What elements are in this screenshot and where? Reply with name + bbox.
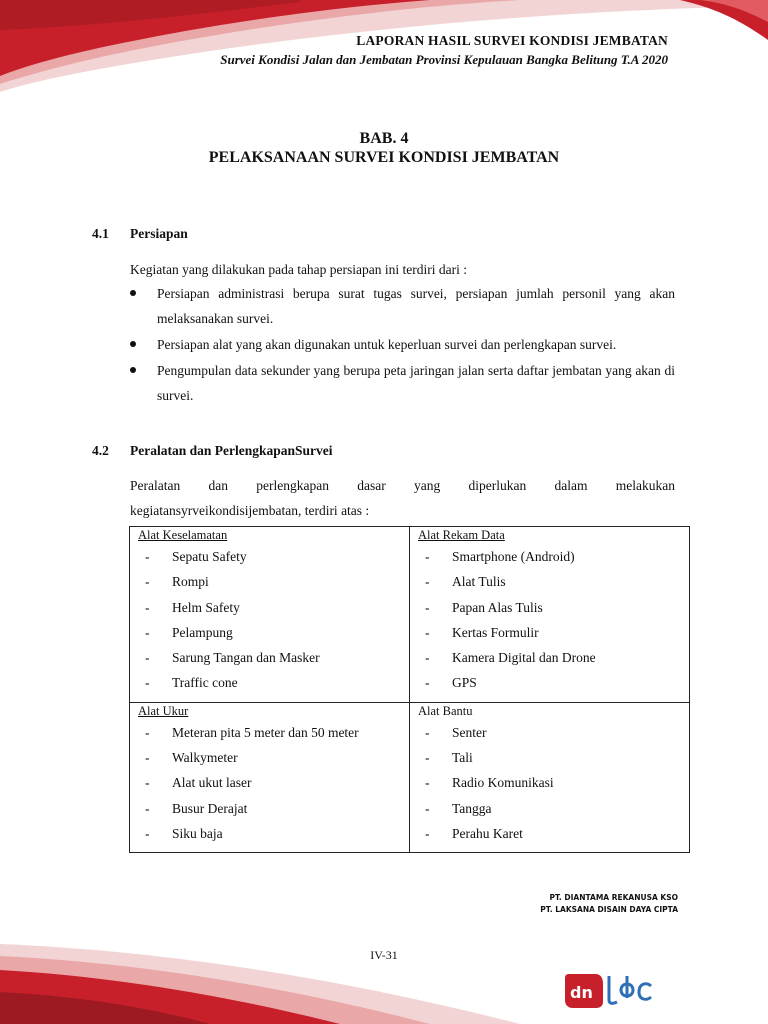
list-item <box>418 770 683 795</box>
chapter-number: BAB. 4 <box>359 130 409 147</box>
item-text: Tangga <box>452 800 492 816</box>
list-item <box>138 745 403 770</box>
item-text: Alat Tulis <box>452 574 506 590</box>
bullet-text: Pengumpulan data sekunder yang berupa peta jaringan jalan serta daftar jembatan yang akan di survei. <box>157 363 675 403</box>
list-item <box>138 645 403 670</box>
equipment-list <box>418 720 683 846</box>
preparation-bullet-list <box>130 281 675 409</box>
bullet-text: Persiapan administrasi berupa surat tugas survei, persiapan jumlah personil yang akan melaksanakan survei. <box>157 286 675 326</box>
bullet-item <box>130 358 675 408</box>
list-item <box>138 544 403 569</box>
dash-marker: - <box>145 775 150 791</box>
item-text: Papan Alas Tulis <box>452 599 543 615</box>
item-text: Alat ukut laser <box>172 775 252 791</box>
dash-marker: - <box>145 724 150 740</box>
report-header-subtitle: Survei Kondisi Jalan dan Jembatan Provinsi Kepulauan Bangka Belitung T.A 2020 <box>220 52 668 67</box>
list-item <box>138 595 403 620</box>
item-text: Siku baja <box>172 825 223 841</box>
equipment-list <box>138 720 403 846</box>
section-heading-4-1 <box>92 226 188 242</box>
item-text: Rompi <box>172 574 209 590</box>
item-text: Walkymeter <box>172 750 238 766</box>
svg-text:dn: dn <box>570 983 593 1002</box>
equipment-table <box>129 526 690 853</box>
dash-marker: - <box>425 825 430 841</box>
dash-marker: - <box>425 724 430 740</box>
dash-marker: - <box>425 675 430 691</box>
equipment-cell-recording <box>410 527 690 703</box>
item-text: Perahu Karet <box>452 825 523 841</box>
dash-marker: - <box>145 650 150 666</box>
list-item <box>138 670 403 695</box>
list-item <box>418 745 683 770</box>
cell-heading: Alat Bantu <box>418 703 473 718</box>
section-intro-paragraph: Kegiatan yang dilakukan pada tahap persiapan ini terdiri dari : <box>130 262 467 277</box>
equipment-cell-safety <box>130 527 410 703</box>
section-heading-4-2 <box>92 443 333 459</box>
chapter-title: PELAKSANAAN SURVEI KONDISI JEMBATAN <box>208 149 560 166</box>
item-text: Busur Derajat <box>172 800 248 816</box>
dash-marker: - <box>145 599 150 615</box>
dash-marker: - <box>425 549 430 564</box>
item-text: Meteran pita 5 meter dan 50 meter <box>172 724 359 740</box>
list-item <box>418 821 683 846</box>
dash-marker: - <box>145 574 150 590</box>
section-title: Persiapan <box>130 226 188 241</box>
company-name-1: PT. DIANTAMA REKANUSA KSO <box>549 893 678 902</box>
list-item <box>138 821 403 846</box>
list-item <box>418 544 683 569</box>
dash-marker: - <box>145 549 150 564</box>
list-item <box>418 620 683 645</box>
dash-marker: - <box>425 599 430 615</box>
list-item <box>418 569 683 594</box>
item-text: Tali <box>452 750 473 766</box>
item-text: Radio Komunikasi <box>452 775 554 791</box>
section-title: Peralatan dan PerlengkapanSurvei <box>130 443 333 458</box>
dash-marker: - <box>425 574 430 590</box>
item-text: Pelampung <box>172 624 233 640</box>
equipment-list <box>138 544 403 696</box>
dash-marker: - <box>425 650 430 666</box>
section-intro-paragraph: Peralatan dan perlengkapan dasar yang diperlukan dalam melakukan kegiatansyrveikondisijembatan, terdiri atas : <box>130 478 675 518</box>
section-number: 4.1 <box>92 226 109 241</box>
section-number: 4.2 <box>92 443 109 458</box>
list-item <box>138 796 403 821</box>
company-logo-icon <box>565 968 655 1008</box>
equipment-list <box>418 544 683 696</box>
bullet-dot-icon <box>130 367 136 373</box>
list-item <box>138 770 403 795</box>
cell-heading: Alat Ukur <box>138 703 189 718</box>
cell-heading: Alat Keselamatan <box>138 528 228 542</box>
dash-marker: - <box>145 825 150 841</box>
item-text: Helm Safety <box>172 599 240 615</box>
item-text: Kamera Digital dan Drone <box>452 650 596 666</box>
dash-marker: - <box>425 624 430 640</box>
bullet-dot-icon <box>130 290 136 296</box>
table-row <box>130 702 690 852</box>
bullet-item <box>130 281 675 331</box>
dash-marker: - <box>425 775 430 791</box>
list-item <box>138 569 403 594</box>
bullet-item <box>130 332 675 357</box>
dash-marker: - <box>145 750 150 766</box>
list-item <box>418 796 683 821</box>
cell-heading: Alat Rekam Data <box>418 528 505 542</box>
dash-marker: - <box>145 624 150 640</box>
item-text: GPS <box>452 675 477 691</box>
dash-marker: - <box>145 800 150 816</box>
bullet-dot-icon <box>130 341 136 347</box>
equipment-cell-support <box>410 702 690 852</box>
bullet-text: Persiapan alat yang akan digunakan untuk keperluan survei dan perlengkapan survei. <box>157 337 617 352</box>
equipment-cell-measuring <box>130 702 410 852</box>
table-row <box>130 527 690 703</box>
list-item <box>138 620 403 645</box>
list-item <box>138 720 403 745</box>
list-item <box>418 645 683 670</box>
report-header-title: LAPORAN HASIL SURVEI KONDISI JEMBATAN <box>356 33 668 48</box>
item-text: Traffic cone <box>172 675 238 691</box>
list-item <box>418 720 683 745</box>
company-name-2: PT. LAKSANA DISAIN DAYA CIPTA <box>540 905 678 914</box>
dash-marker: - <box>425 750 430 766</box>
item-text: Senter <box>452 724 487 740</box>
dash-marker: - <box>145 675 150 691</box>
list-item <box>418 670 683 695</box>
list-item <box>418 595 683 620</box>
item-text: Kertas Formulir <box>452 624 539 640</box>
dash-marker: - <box>425 800 430 816</box>
page-number: IV-31 <box>370 948 398 962</box>
item-text: Smartphone (Android) <box>452 549 575 564</box>
item-text: Sepatu Safety <box>172 549 247 564</box>
item-text: Sarung Tangan dan Masker <box>172 650 320 666</box>
